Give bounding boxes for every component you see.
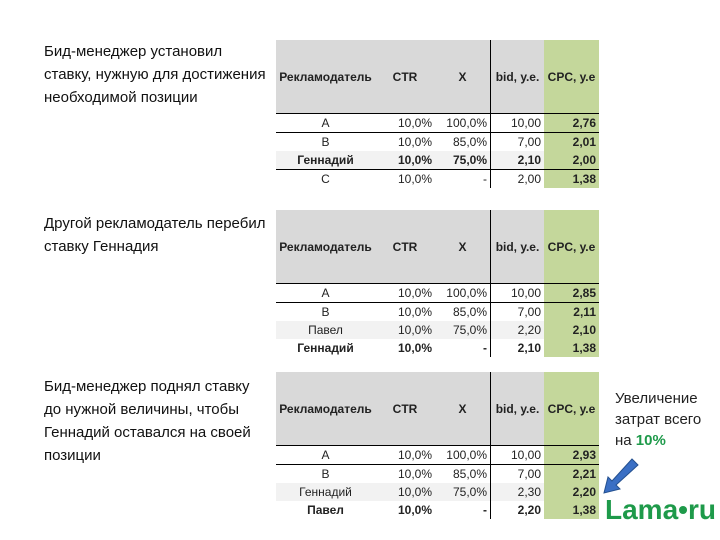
column-header: X (435, 40, 491, 114)
table-cell: - (483, 503, 487, 517)
column-header: CPC, у.е (544, 40, 599, 114)
table-row (276, 465, 599, 484)
table-cell: С (276, 170, 375, 189)
side-note-line: Увеличение (615, 390, 698, 407)
column-header: CTR (375, 372, 435, 446)
table-cell: 10,0% (375, 133, 435, 152)
table-cell: 2,93 (544, 446, 599, 465)
table-cell: 7,00 (491, 133, 545, 152)
side-note (615, 388, 701, 451)
table-cell: - (483, 341, 487, 355)
table-cell: В (276, 465, 375, 484)
table-cell: Павел (276, 321, 375, 339)
table-cell: Павел (307, 503, 344, 517)
table-cell: 85,0% (435, 465, 491, 484)
side-note-line: на (615, 432, 636, 449)
note-3: Бид-менеджер поднял ставку до нужной величины, чтобы Геннадий оставался на своей позиции (44, 378, 251, 464)
table-cell: А (276, 446, 375, 465)
note-2: Другой рекламодатель перебил ставку Геннадия (44, 215, 266, 255)
table-cell: А (276, 284, 375, 303)
column-header: X (435, 372, 491, 446)
table-cell: 100,0% (435, 284, 491, 303)
column-header: bid, у.е. (491, 372, 545, 446)
table-cell: 10,0% (397, 341, 432, 355)
table-cell: 1,38 (544, 170, 599, 189)
table-row (276, 483, 599, 501)
table-row (276, 284, 599, 303)
table-cell: - (435, 170, 491, 189)
column-header: Рекламодатель (276, 372, 375, 446)
table-cell: Геннадий (276, 151, 375, 170)
table-row (276, 446, 599, 465)
column-header: CPC, у.е (544, 372, 599, 446)
table-cell: 10,0% (397, 503, 432, 517)
header-row (276, 372, 599, 446)
table-cell: 10,0% (375, 321, 435, 339)
table-cell: В (276, 303, 375, 322)
table-cell: 10,0% (375, 446, 435, 465)
note-1: Бид-менеджер установил ставку, нужную для достижения необходимой позиции (44, 43, 266, 106)
header-row (276, 40, 599, 114)
table-cell: 85,0% (435, 133, 491, 152)
table-cell: 2,20 (491, 321, 545, 339)
table-cell: Геннадий (297, 341, 354, 355)
table-row (276, 170, 599, 189)
table-cell: 2,76 (544, 114, 599, 133)
header-row (276, 210, 599, 284)
table-cell: 2,85 (544, 284, 599, 303)
table-cell: 10,0% (375, 170, 435, 189)
table-row (276, 321, 599, 339)
bid-table-2 (276, 210, 599, 357)
table-row (276, 501, 599, 519)
table-cell: 10,0% (375, 114, 435, 133)
table-cell: 85,0% (435, 303, 491, 322)
table-cell: 2,10 (544, 321, 599, 339)
column-header: CTR (375, 40, 435, 114)
table-row (276, 133, 599, 152)
table-cell: 7,00 (491, 303, 545, 322)
table-cell: 100,0% (435, 114, 491, 133)
side-note-line: затрат всего (615, 411, 702, 428)
table-cell: 1,38 (544, 501, 599, 519)
table-cell: 2,01 (544, 133, 599, 152)
table-cell: А (276, 114, 375, 133)
table-cell: 2,20 (491, 501, 545, 519)
bid-table-1 (276, 40, 599, 188)
table-cell: 1,38 (544, 339, 599, 357)
table-cell: 10,0% (375, 483, 435, 501)
arrow-icon (600, 455, 640, 495)
table-row (276, 339, 599, 357)
table-cell: 10,0% (375, 465, 435, 484)
table-row (276, 151, 599, 170)
column-header: X (435, 210, 491, 284)
table-cell: 2,10 (491, 151, 545, 170)
table-row (276, 114, 599, 133)
column-header: CPC, у.е (544, 210, 599, 284)
table-cell: 10,0% (375, 151, 435, 170)
side-note-percent: 10% (635, 432, 666, 449)
table-cell: 10,00 (491, 114, 545, 133)
column-header: CTR (375, 210, 435, 284)
column-header: Рекламодатель (276, 40, 375, 114)
table-cell: 10,00 (491, 284, 545, 303)
table-cell: Геннадий (276, 483, 375, 501)
table-cell: 10,00 (491, 446, 545, 465)
table-cell: 10,0% (375, 284, 435, 303)
table-cell: 75,0% (435, 483, 491, 501)
table-cell: 2,00 (544, 151, 599, 170)
table-cell: 10,0% (375, 303, 435, 322)
table-cell: 75,0% (435, 151, 491, 170)
table-cell: 2,20 (544, 483, 599, 501)
column-header: Рекламодатель (276, 210, 375, 284)
table-cell: В (276, 133, 375, 152)
table-cell: 2,10 (491, 339, 545, 357)
logo: Lama•ru (605, 494, 716, 525)
table-cell: 75,0% (435, 321, 491, 339)
column-header: bid, у.е. (491, 40, 545, 114)
table-cell: 2,00 (491, 170, 545, 189)
bid-table-3 (276, 372, 599, 519)
table-cell: 100,0% (435, 446, 491, 465)
table-cell: 2,30 (491, 483, 545, 501)
table-row (276, 303, 599, 322)
table-cell: 2,21 (544, 465, 599, 484)
column-header: bid, у.е. (491, 210, 545, 284)
table-cell: 2,11 (544, 303, 599, 322)
table-cell: 7,00 (491, 465, 545, 484)
